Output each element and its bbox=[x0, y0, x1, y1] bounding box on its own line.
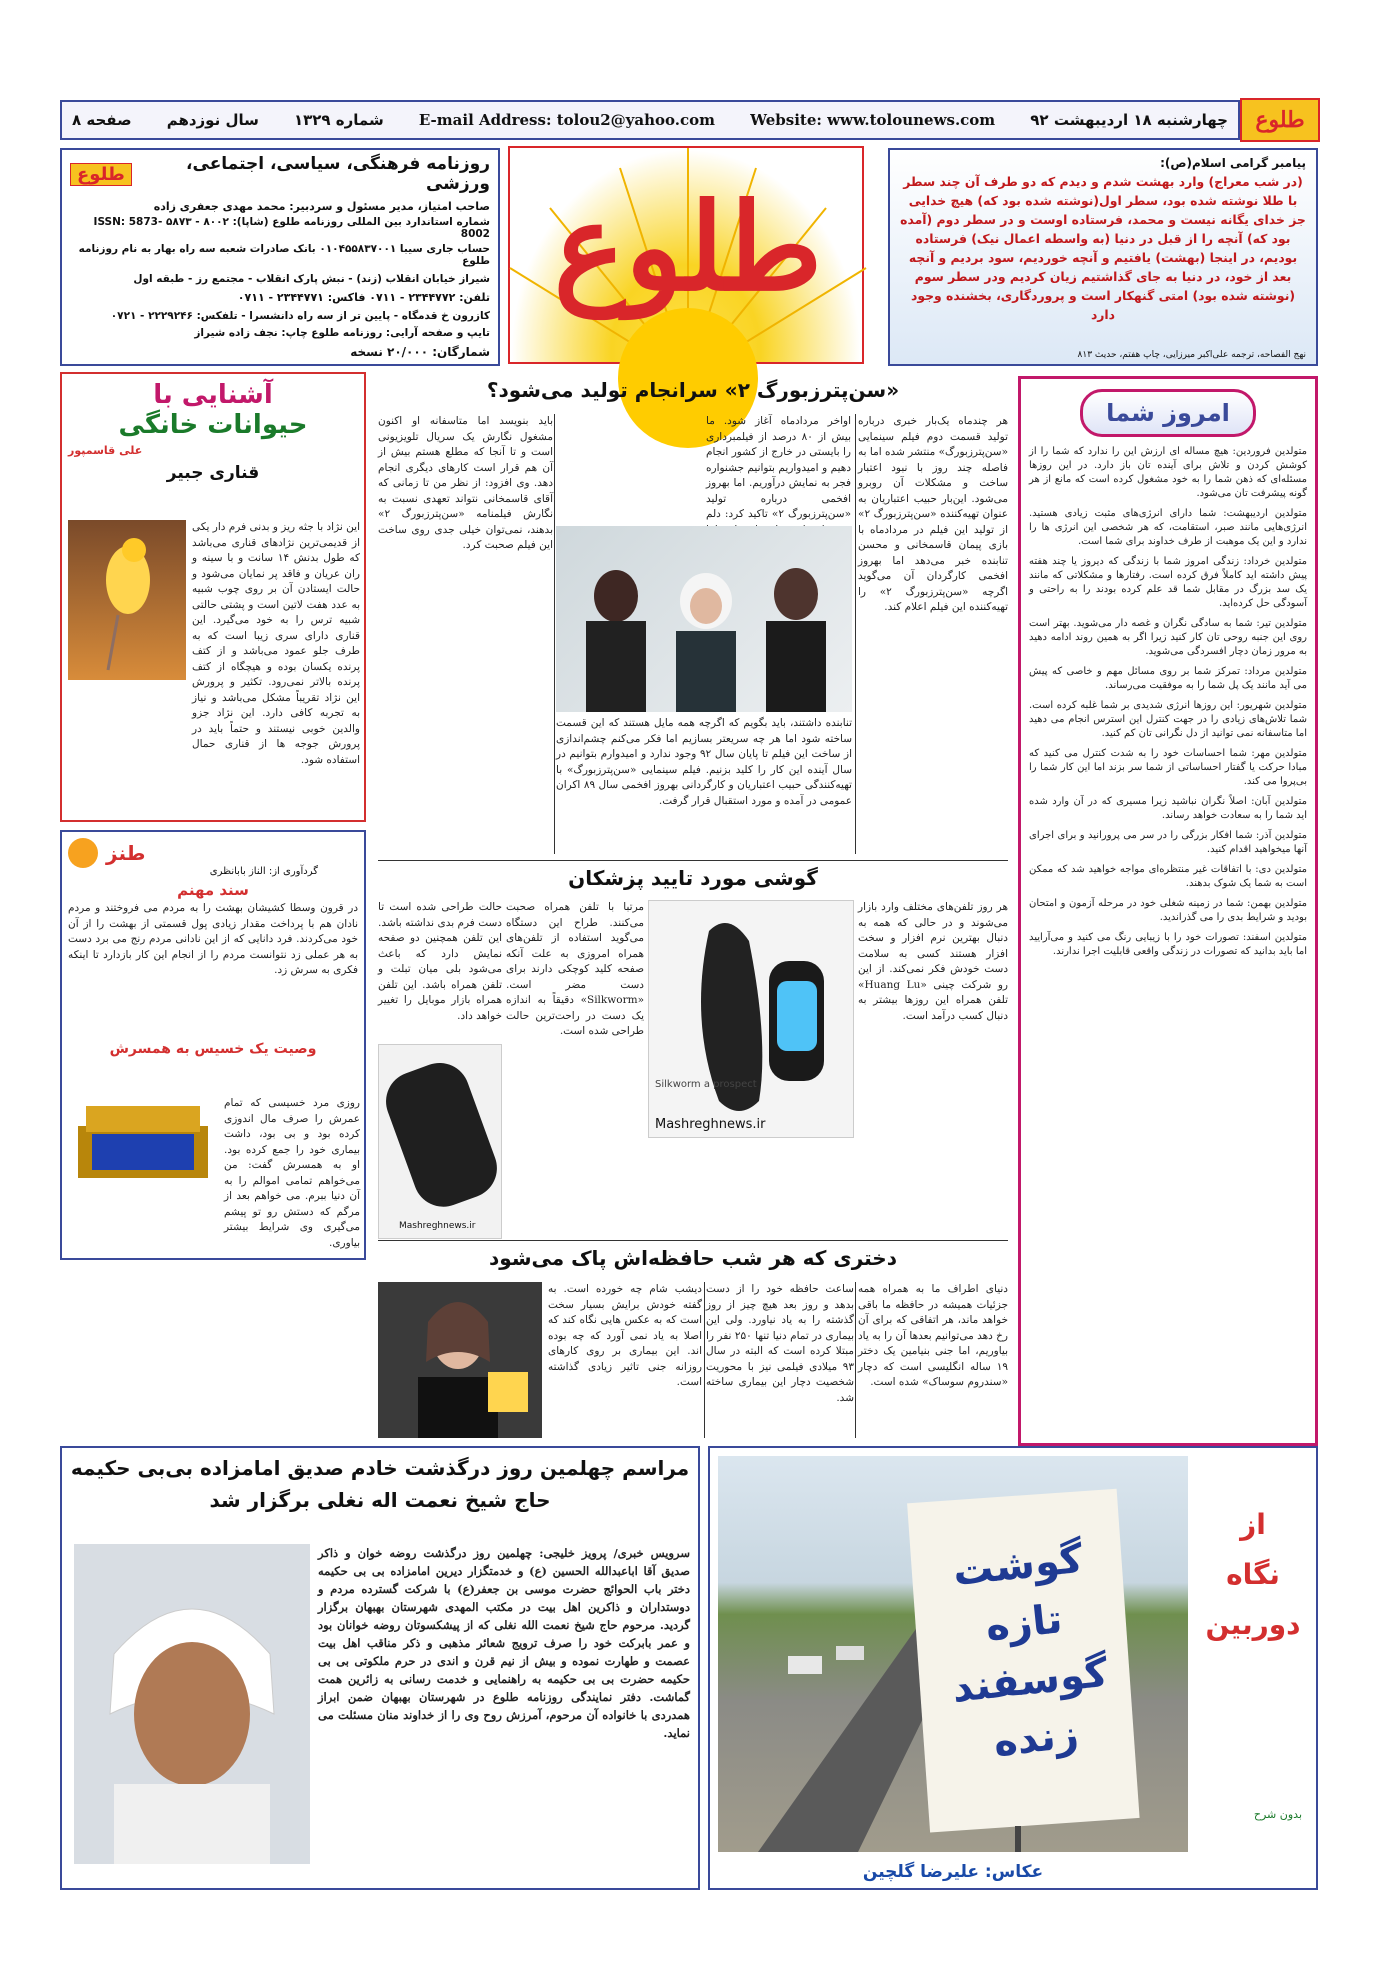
girl-photo bbox=[378, 1282, 542, 1438]
humor-icon bbox=[68, 838, 98, 868]
coffin-photo bbox=[68, 1096, 218, 1192]
girl-headline: دختری که هر شب حافظه‌اش پاک می‌شود bbox=[489, 1246, 897, 1270]
camera-credit: عکاس: علیرضا گلچین bbox=[862, 1862, 1044, 1882]
camera-sign-text: گوشت تازه گوسفند زنده bbox=[950, 1535, 1110, 1766]
corner-logo bbox=[1240, 98, 1320, 142]
horoscope-item: متولدین آذر: شما افکار بزرگی را در سر می پرورانید و برای اجرای آنها میخواهید اقدام کنید. bbox=[1029, 830, 1307, 855]
pets-author: علی قاسمپور bbox=[68, 444, 143, 457]
horoscope-item: متولدین مهر: شما احساسات خود را به شدت کنترل می کنید که مبادا حرکت یا گفتار احساساتی از شما سر بزند اما این کار شما را بی‌پروا می کند. bbox=[1029, 748, 1307, 787]
column-rule bbox=[554, 414, 555, 854]
pets-title-1: آشنایی با bbox=[153, 380, 273, 410]
volume-year: سال نوزدهم bbox=[166, 111, 259, 129]
horoscope-item: متولدین دی: با اتفاقات غیر منتظره‌ای مواجه خواهید شد که ممکن است به شما یک شوک بدهند. bbox=[1029, 864, 1307, 889]
horoscope-item: متولدین اسفند: تصورات خود را با زیبایی رنگ می کنید و می‌آرایید اما باید بدانید که تصورات در زندگی واقعی قابلیت اجرا ندارند. bbox=[1029, 932, 1307, 957]
masthead-logo bbox=[508, 146, 864, 364]
hadith-box bbox=[888, 148, 1318, 366]
girl-column-3: دیشب شام چه خورده است. به گفته خودش برایش بسیار سخت است که به عکس هایی نگاه کند که اصلا به یاد نمی آورد که چه بوده اند. این بیماری بر روی کارهای روزانه جنی تاثیر زیادی گذاشته است. bbox=[548, 1283, 702, 1388]
hadith-title: پیامبر گرامی اسلام(ص): bbox=[1160, 156, 1306, 170]
phone-photo-large bbox=[648, 900, 854, 1138]
masthead-line-7: تایپ و صفحه آرایی: روزنامه طلوع چاپ: نجف زاده شیراز bbox=[194, 327, 490, 339]
phone-photo-caption-2: Mashreghnews.ir bbox=[399, 1221, 476, 1231]
page-number: صفحه ۸ bbox=[72, 111, 132, 129]
horoscope-item: متولدین آبان: اصلاً نگران نباشید زیرا مسیری که در آن وارد شده اید شما را به سعادت خواهد رساند. bbox=[1029, 796, 1307, 821]
film-photo bbox=[556, 526, 852, 712]
humor-sub-1: سند مهنم bbox=[177, 881, 249, 899]
film-column-1: هر چندماه یک‌بار خبری درباره تولید قسمت دوم فیلم سینمایی «سن‌پترزبورگ» منتشر شده اما به فاصله چند روز با نبود اعتبار ساخت و مشکلات آن روبرو می‌شود. این‌بار حبیب اعتباریان به عنوان تهیه‌کننده «سن‌پترزبورگ ۲» از تولید این فیلم در مردادماه با بازی پیمان قاسمخانی و محسن تنابنده خبر می‌دهد اما بهروز افخمی کارگردان آن می‌گوید اگرچه «سن‌پترزبورگ ۲» را تهیه‌کننده این فیلم اعلام کند. bbox=[858, 415, 1008, 613]
masthead-line-1: صاحب امتیاز، مدیر مسئول و سردبیر: محمد مهدی جعفری زاده bbox=[153, 200, 490, 213]
email-address[interactable]: E-mail Address: tolou2@yahoo.com bbox=[418, 111, 715, 129]
pets-box bbox=[60, 372, 366, 822]
masthead-line-3: حساب جاری سیبا ۰۱۰۴۵۵۸۳۷۰۰۱ بانک صادرات شعبه سه راه بهار به نام روزنامه طلوع bbox=[78, 243, 490, 267]
masthead-line-5: تلفن: ۲۳۴۴۷۷۲ - ۰۷۱۱ فاکس: ۲۳۴۴۷۷۱ - ۰۷۱۱ bbox=[237, 291, 490, 304]
masthead-line-4: شیراز خیابان انقلاب (زند) - نبش پارک انقلاب - مجتمع رز - طبقه اول bbox=[133, 273, 490, 285]
film-column-3: باید بنویسد اما متاسفانه او اکنون مشغول نگارش یک سریال تلویزیونی است و تا آنجا که مطلع هستم بیش از آن هم قرار است کارهای دیگری انجام دهد. وی افزود: از نظر من تا زمانی که آقای قاسمخانی نتواند تعهدی نسبت به نگارش فیلمنامه «سن‌پترزبورگ ۲» بدهند، نمی‌توان خیلی جدی روی ساخت این فیلم صحبت کرد. bbox=[378, 415, 553, 551]
website-link[interactable]: Website: www.tolounews.com bbox=[750, 111, 996, 129]
horoscope-item: متولدین اردیبهشت: شما دارای انرژی‌های مثبت زیادی هستید. انرژی‌هایی مانند صبر، استقامت، که هر شخصی این انرژی ها را ندارد و این یک موهبت از طرف خداوند برای شما است. bbox=[1029, 508, 1307, 547]
phone-photo-small bbox=[378, 1044, 502, 1239]
girl-column-2: ساعت حافظه خود را از دست بدهد و روز بعد هیچ چیز از روز گذشته را به یاد نیاورد. ولی این بیماری در تمام دنیا تنها ۲۵۰ نفر را مبتلا کرده است که البته در سال ۹۳ میلادی فیلمی نیز با محوریت شخصیت دچار این بیماری ساخته شد. bbox=[706, 1283, 854, 1404]
pets-title-2: حیوانات خانگی bbox=[118, 410, 308, 440]
horoscope-list bbox=[1029, 445, 1307, 959]
horoscope-item: متولدین مرداد: تمرکز شما بر روی مسائل مهم و خاصی که پیش می آید مانند یک پل شما را به موفقیت می‌رساند. bbox=[1029, 666, 1307, 691]
column-rule bbox=[704, 1282, 705, 1438]
camera-title-1: از bbox=[1240, 1508, 1266, 1541]
issue-date: چهارشنبه ۱۸ اردیبهشت ۹۲ bbox=[1030, 111, 1228, 129]
phone-photo-caption-1: Mashreghnews.ir bbox=[655, 1117, 766, 1132]
masthead-info bbox=[60, 148, 500, 366]
canary-graphic bbox=[68, 520, 186, 680]
phone-column-1: هر روز تلفن‌های مختلف وارد بازار می‌شوند و در حالی که همه به دنبال بهترین نرم افزار و سخت افزار هستند کسی به سلامت دست خودش فکر نمی‌کند. از این رو شرکت چینی «Huang Lu» تلفن همراه این روزها بیشتر به دنبال کسب درآمد است. bbox=[858, 901, 1008, 1022]
camera-box bbox=[708, 1446, 1318, 1890]
horoscope-item: متولدین شهریور: این روزها انرژی شدیدی بر شما غلبه کرده است. شما تلاش‌های زیادی را در جهت کنترل این استرس انجام می دهید اما متاسفانه نمی توانید از دل نگرانی تان کم کنید. bbox=[1029, 700, 1307, 739]
film-column-2: اواخر مردادماه آغاز شود. ما بیش از ۸۰ درصد از فیلمبرداری را بایستی در خارج از کشور انجام دهیم و امیدواریم بتوانیم جشنواره فجر به نمایش درآوریم. اما بهروز افخمی درباره تولید «سن‌پترزبورگ ۲» تاکید کرد: دلم bbox=[706, 415, 852, 520]
header-bar bbox=[60, 100, 1240, 140]
masthead-small-logo: طلوع bbox=[70, 163, 132, 186]
horoscope-item: متولدین تیر: شما به سادگی نگران و غصه دار می‌شوید. بهتر است روی این جنبه روحی تان کار کنید زیرا اگر به همین روند ادامه دهید به مرور زمان دچار افسردگی می‌شوید. bbox=[1029, 618, 1307, 657]
humor-box bbox=[60, 830, 366, 1260]
phone-brand-caption: Silkworm a prospect bbox=[655, 1079, 757, 1090]
masthead-logo-text: طلوع bbox=[553, 177, 823, 318]
phone-headline: گوشی مورد تایید پزشکان bbox=[568, 866, 818, 890]
phone-column-2: مرتبا با تلفن همراه صحبت می‌کنند. طراح این دستگاه می‌گوید استفاده از تلفن‌های همراه امروزی به علت آنکه صفحه کلید کوچکی دارند برای دست مضر است. «Silkworm» دقیقاً به اندازه یک دست در راحت‌ترین حالت طراحی شده است. bbox=[506, 901, 644, 1037]
memorial-body: سرویس خبری/ پرویز خلیجی: چهلمین روز درگذشت روضه خوان و ذاکر صدیق آقا اباعبدالله الحسین (ع) و خدمتگزار دیرین امامزاده بی بی حکیمه دختر باب الحوائج حضرت موسی بن جعفر(ع) با شرکت گسترده مردم و دوستداران و ذاکرین اهل بیت در مکتب المهدی شهرستان بهبهان برگزار گردید. مرحوم حاج شیخ نعمت الله نغلی که از پیشکسوتان روضه خوانان بود و عمر بابرکت خود را صرف ترویج شعائر مذهبی و ذکر مناقب اهل بیت عصمت و طهارت نموده و بیش از نیم قرن و اندی در حرم ملکوتی بی بی حکیمه حضرت بی بی حکیمه به راهنمایی و خدمت رسانی به زائرین همت گماشت. دفتر نمایندگی روزنامه طلوع در شهرستان بهبهان ضمن ابراز همدردی با خانواده آن مرحوم، آمرزش روح وی را از خداوند منان مسئلت می نماید. bbox=[318, 1546, 690, 1740]
phone-graphic-large bbox=[649, 901, 855, 1139]
humor-sub-2: وصیت یک خسیس به همسرش bbox=[109, 1041, 317, 1057]
portrait-graphic bbox=[74, 1544, 310, 1864]
humor-title: طنز bbox=[106, 841, 146, 865]
film-headline: «سن‌پترزبورگ ۲» سرانجام تولید می‌شود؟ bbox=[486, 378, 900, 402]
horoscope-box bbox=[1018, 376, 1318, 1446]
camera-title-2: نگاه bbox=[1226, 1558, 1280, 1591]
masthead-title: روزنامه فرهنگی، سیاسی، اجتماعی، ورزشی bbox=[186, 154, 490, 194]
horoscope-title-text: امروز شما bbox=[1106, 399, 1230, 427]
pets-body: این نژاد با جثه ریز و بدنی فرم دار یکی از قدیمی‌ترین نژادهای قناری می‌باشد که طول بدنش ۱۴ سانت و با سینه و ران عریان و فاقد پر نمایان می‌شود و حالت ایستادن آن بر روی چوب شبیه به عدد هفت لاتین است و پشتی حالتی شبیه ترس را به خود می‌گیرد. این قناری دارای سری زیبا است که به طرف جلو عمود می‌باشد و از کتف پرنده یکسان بوده و هیچگاه از کتف پرنده بالاتر نمی‌رود. تکثیر و پرورش این نژاد تقریباً مشکل می‌باشد و نیاز به تجربه کافی دارد. این نژاد جزو والدین خوبی نیستند و حتماً باید در پرورش جوجه ها از قناری حمال استفاده شود. bbox=[191, 521, 361, 766]
issue-number: شماره ۱۳۲۹ bbox=[293, 111, 384, 129]
hadith-source: نهج الفصاحه، ترجمه علی‌اکبر میرزایی، چاپ هفتم، حدیث ۸۱۳ bbox=[1077, 350, 1306, 360]
horoscope-item: متولدین فروردین: هیچ مساله ای ارزش این را ندارد که شما را از کوشش کردن و تلاش برای آینده تان باز دارد. در این روزها مسئله‌ای که ذهن شما را به خود مشغول کرده است که مانع از هر گونه پیشرفت تان می‌شود. bbox=[1029, 446, 1307, 499]
camera-title-3: دوربین bbox=[1205, 1608, 1301, 1641]
section-rule bbox=[378, 1240, 1008, 1241]
column-rule bbox=[855, 414, 856, 854]
camera-no-comment: بدون شرح bbox=[1253, 1808, 1302, 1821]
horoscope-item: متولدین بهمن: شما در زمینه شغلی خود در مرحله آزمون و امتحان بودید و شرایط بدی را می گذراندید. bbox=[1029, 898, 1307, 923]
phone-column-3: حالت طراحی شده است تا دست فرم بدی نداشته باشد. این تلفن همچنین دو صفحه نمایش دارد که باعث می‌شود بلی میان تبلت و تلفن همراه باشد. این تلفن همراه بازار موبایل را تغییر خواهد داد. bbox=[378, 901, 502, 1022]
masthead-line-2: شماره استاندارد بین المللی روزنامه طلوع (شاپا): ۸۰۰۲ - ۵۸۷۳ ISSN: 5873-8002 bbox=[93, 216, 490, 240]
film-column-lower: تنابنده داشتند، باید بگویم که اگرچه همه مایل هستند که این قسمت ساخته شود اما هر چه سریعتر بسازیم اما فکر می‌کنم چشم‌اندازی از ساخت این فیلم تا پایان سال ۹۲ وجود ندارد و امیدوارم بتوانیم در سال آینده این کار را کلید بزنیم. فیلم سینمایی «سن‌پترزبورگ» با تهیه‌کنندگی حبیب اعتباریان و کارگردانی بهروز افخمی سال ۸۹ اکران عمومی در آمده و مورد استقبال قرار گرفت. bbox=[556, 717, 852, 807]
pets-subtitle: قناری جبیر bbox=[166, 463, 260, 483]
memorial-headline-1: مراسم چهلمین روز درگذشت خادم صدیق امامزاده بی‌بی حکیمه bbox=[70, 1456, 690, 1480]
girl-graphic bbox=[378, 1282, 542, 1438]
section-rule bbox=[378, 860, 1008, 861]
canary-photo bbox=[68, 520, 186, 680]
humor-body-1: در قرون وسطا کشیشان بهشت را به مردم می فروختند و مردم نادان هم با پرداخت مقدار زیادی پول قسمتی از بهشت را از آن خود می‌کردند. فرد دانایی که از این نادانی مردم رنج می برد دست به هر عملی زد نتوانست مردم را از انجام این کار بازدارد تا اینکه فکری به سرش زد. bbox=[68, 902, 358, 976]
horoscope-title bbox=[1080, 389, 1256, 437]
phone-graphic-small bbox=[379, 1045, 503, 1240]
camera-photo bbox=[718, 1456, 1188, 1852]
hadith-body: (در شب معراج) وارد بهشت شدم و دیدم که دو طرف آن چند سطر با طلا نوشته شده بود، سطر اول(نوشته شده بود که) هیچ خدایی جز خدای یگانه نیست و محمد، فرستاده اوست و در سطر دوم (آمده بود که) آنچه را از قبل در دنیا (به واسطه اعمال نیک) فرستاده بودیم، در اینجا (بهشت) یافتیم و آنچه خوردیم، سود بردیم و آنچه بعد از خود، در دنیا به جای گذاشتیم زیان کردیم ودر سطر سوم (نوشته شده بود) امتی گنهکار است و پروردگاری، بخشنده وجود دارد bbox=[900, 174, 1306, 322]
girl-column-1: دنیای اطراف ما به همراه همه جزئیات همیشه در حافظه ما باقی خواهد ماند، هر اتفاقی که برای آن رخ دهد می‌توانیم بعدها آن را به یاد بیاوریم، اما جنی بنیامین یک دختر ۱۹ ساله انگلیسی است که دچار «سندروم سوساک» شده است. bbox=[858, 1283, 1008, 1388]
memorial-headline-2: حاج شیخ نعمت اله نغلی برگزار شد bbox=[209, 1488, 551, 1512]
horoscope-item: متولدین خرداد: زندگی امروز شما با زندگی که دیروز یا چند هفته پیش داشته اید کاملاً فرق کرده است. رفتارها و مشکلاتی که مانند یک سد بزرگ در مقابل شما قد علم کرده بودند را به راحتی و آسودگی حل کرده‌اید. bbox=[1029, 556, 1307, 609]
humor-body-2: روزی مرد خسیسی که تمام عمرش را صرف مال اندوزی کرده بود و بی بود، داشت بیماری خود را جمع کرده بود. او به همسرش گفت: من می‌خواهم تمامی اموالم را به آن دنیا ببرم. می خواهم بعد از مرگم که دستش رو تو پیشم می‌گیری وی شرایط بیشتر بیاوری. bbox=[224, 1097, 360, 1249]
masthead-line-8: شمارگان: ۲۰/۰۰۰ نسخه bbox=[350, 345, 490, 359]
column-rule bbox=[855, 1282, 856, 1438]
masthead-line-6: کازرون خ قدمگاه - پایین تر از سه راه دانشسرا - تلفکس: ۲۲۲۹۲۴۶ - ۰۷۲۱ bbox=[110, 310, 490, 322]
coffin-graphic bbox=[68, 1096, 218, 1192]
film-photo-graphic bbox=[556, 526, 852, 712]
memorial-portrait bbox=[74, 1544, 310, 1864]
humor-author: گردآوری از: الناز بابانظری bbox=[209, 866, 318, 877]
corner-logo-text: طلوع bbox=[1255, 107, 1305, 133]
memorial-box bbox=[60, 1446, 700, 1890]
